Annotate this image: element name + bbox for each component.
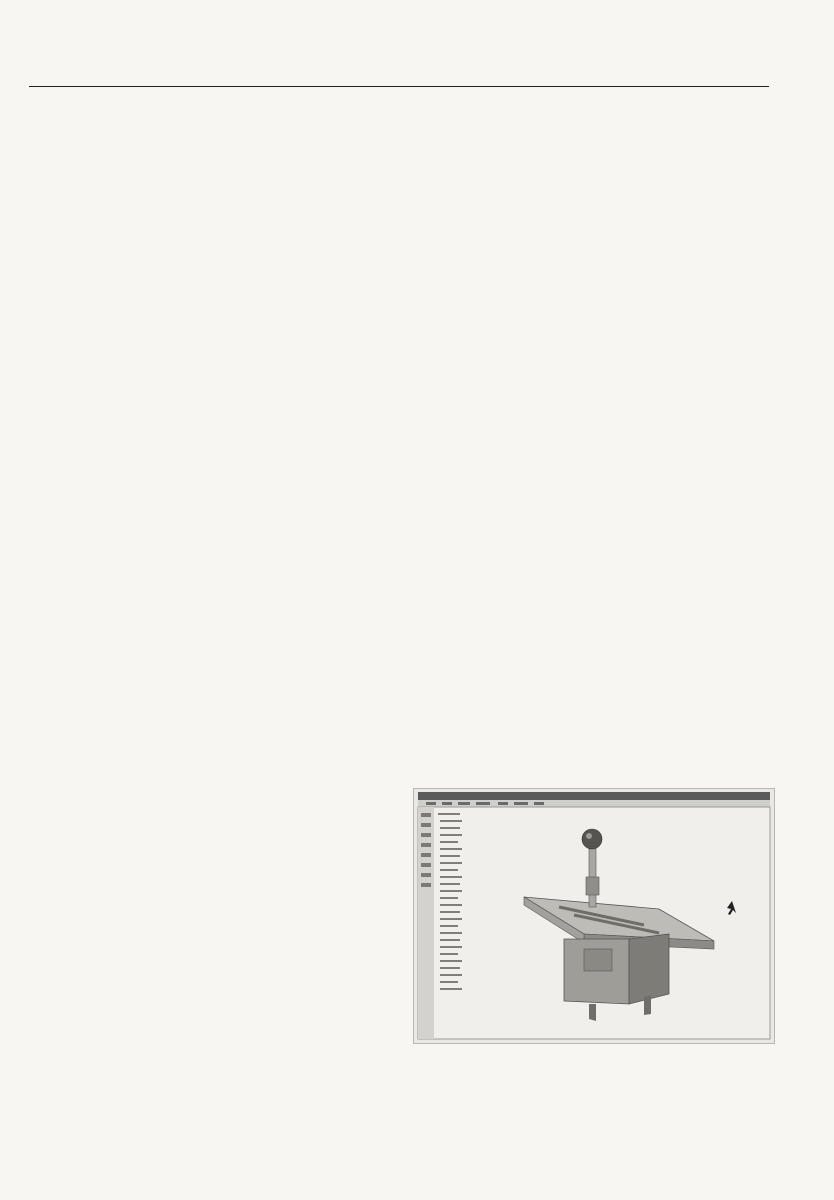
left-column (29, 104, 389, 110)
toolbar-left (418, 807, 434, 1039)
header-rule (29, 86, 769, 87)
menu-bar (418, 800, 770, 807)
window-title-bar (418, 792, 770, 800)
right-column (410, 104, 774, 132)
cad-screenshot-image (414, 789, 774, 1043)
running-header (29, 66, 769, 84)
cad-screenshot-figure (413, 788, 775, 1044)
